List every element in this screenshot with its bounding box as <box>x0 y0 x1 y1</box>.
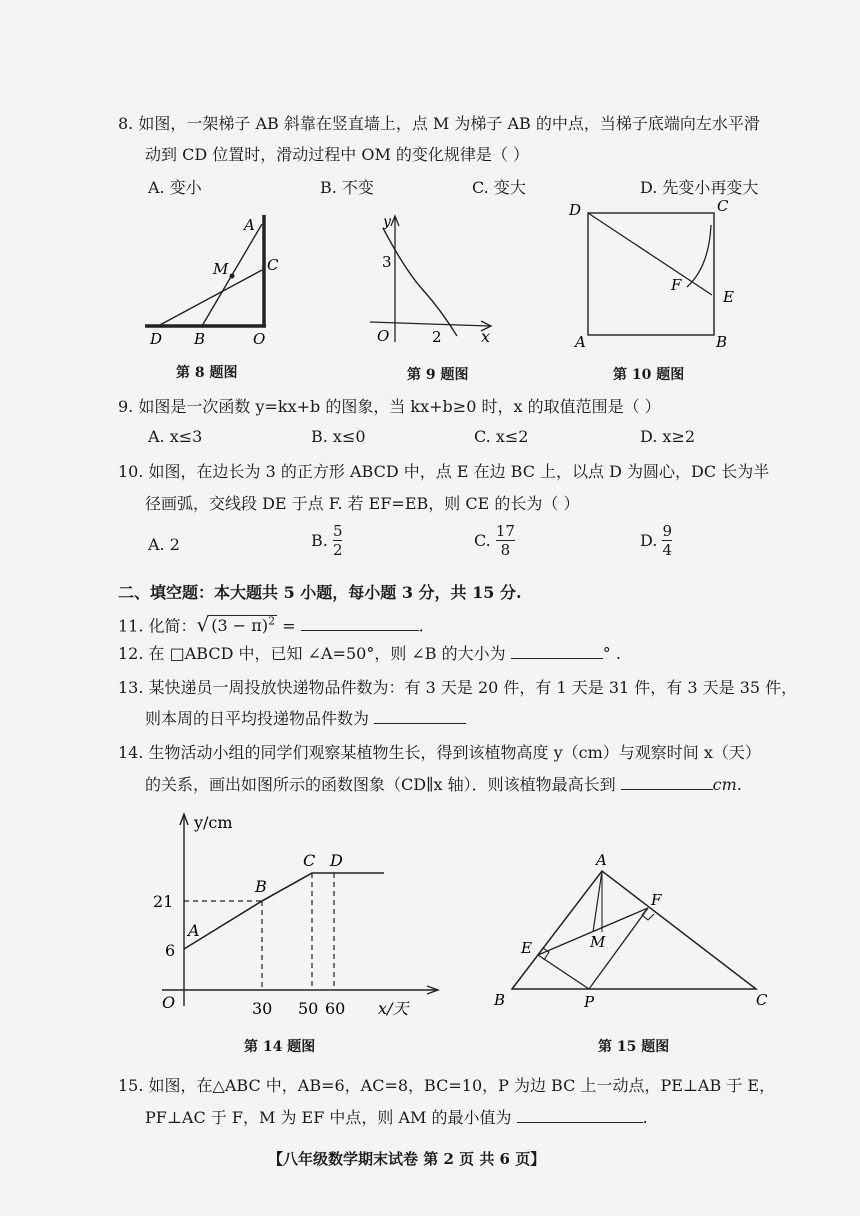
figure-10 <box>565 195 740 355</box>
fig15-label-a: A <box>596 851 607 869</box>
q9-option-d: D. x≥2 <box>640 427 696 446</box>
q8-option-d: D. 先变小再变大 <box>640 178 759 197</box>
q9-line1: 9. 如图是一次函数 y=kx+b 的图象，当 kx+b≥0 时，x 的取值范围是（ ） <box>118 397 661 416</box>
fraction-numerator: 17 <box>495 522 515 540</box>
fig15-label-m: M <box>590 933 606 951</box>
fraction-denominator: 2 <box>332 541 343 559</box>
fig14-y-tick-6: 6 <box>165 941 176 960</box>
q15-line2 <box>145 1106 648 1130</box>
q14-answer-blank[interactable] <box>621 788 713 790</box>
fig10-label-a: A <box>575 333 586 351</box>
fig15-label-f: F <box>651 891 662 909</box>
fig14-y-axis-label: y/cm <box>194 813 233 832</box>
q12 <box>118 642 621 666</box>
q8-option-b: B. 不变 <box>320 178 374 197</box>
q8-line1: 8. 如图，一架梯子 AB 斜靠在竖直墙上，点 M 为梯子 AB 的中点，当梯子底端向左水平滑 <box>118 114 760 133</box>
q14-end: cm. <box>712 775 742 794</box>
fraction-denominator: 4 <box>662 541 672 559</box>
fig10-label-c: C <box>717 197 729 215</box>
q15-answer-blank[interactable] <box>517 1121 643 1123</box>
fig8-caption: 第 8 题图 <box>176 365 238 381</box>
q8-line2: 动到 CD 位置时，滑动过程中 OM 的变化规律是（ ） <box>145 145 530 164</box>
q13-answer-blank[interactable] <box>374 722 466 724</box>
q10-option-d <box>640 522 672 559</box>
q14-line1: 14. 生物活动小组的同学们观察某植物生长，得到该植物高度 y（cm）与观察时间 x（天） <box>118 743 761 762</box>
fig10-label-b: B <box>716 333 728 351</box>
fig14-y-tick-21: 21 <box>153 892 174 911</box>
fig15-label-b: B <box>494 991 506 1009</box>
q9-option-b: B. x≤0 <box>311 427 366 446</box>
q9-option-c: C. x≤2 <box>474 427 529 446</box>
fig14-caption: 第 14 题图 <box>244 1039 316 1055</box>
q10-option-d-label: D. <box>640 531 658 550</box>
q11-suffix: = <box>277 616 296 636</box>
q13-line1: 13. 某快递员一周投放快递物品件数为：有 3 天是 20 件，有 1 天是 31 件，有 3 天是 35 件， <box>118 678 798 697</box>
figure-14 <box>140 810 450 1030</box>
q8-option-c: C. 变大 <box>472 178 526 197</box>
q9-option-a: A. x≤3 <box>148 427 203 446</box>
fig8-label-b: B <box>194 330 206 348</box>
fig10-label-f: F <box>671 276 682 294</box>
figure-9 <box>365 210 505 350</box>
fig9-label-3: 3 <box>382 253 392 271</box>
q12-text: 12. 在 □ABCD 中，已知 ∠A=50°，则 ∠B 的大小为 <box>118 644 506 663</box>
q10-line2: 径画弧，交线段 DE 于点 F. 若 EF=EB，则 CE 的长为（ ） <box>145 494 580 513</box>
fig14-x-tick-50: 50 <box>298 999 319 1018</box>
fraction-numerator: 9 <box>662 522 672 540</box>
fraction-denominator: 8 <box>500 541 511 559</box>
q14-line2 <box>145 773 742 797</box>
q15-end: . <box>642 1108 648 1127</box>
fig14-origin: O <box>162 993 176 1012</box>
fig14-x-axis-label: x/天 <box>378 999 409 1018</box>
fig15-label-p: P <box>584 993 595 1011</box>
q15-text: PF⊥AC 于 F，M 为 EF 中点，则 AM 的最小值为 <box>145 1108 512 1127</box>
fig10-caption: 第 10 题图 <box>613 367 685 383</box>
q11-expression: (3 − π) <box>211 616 269 636</box>
fig9-label-2: 2 <box>432 328 442 346</box>
fig14-point-c: C <box>303 851 316 870</box>
fig8-label-d: D <box>150 330 163 348</box>
q12-end: ° . <box>602 644 621 663</box>
fig9-label-x: x <box>481 327 491 346</box>
q15-line1: 15. 如图，在△ABC 中，AB=6，AC=8，BC=10，P 为边 BC 上一动点，PE⊥AB 于 E， <box>118 1076 776 1095</box>
q12-answer-blank[interactable] <box>511 657 603 659</box>
q10-option-a: A. 2 <box>148 535 180 554</box>
fig14-point-b: B <box>255 877 267 896</box>
fig10-label-d: D <box>569 201 582 219</box>
fig15-label-e: E <box>521 939 532 957</box>
fig8-label-a: A <box>244 216 255 234</box>
fig9-caption: 第 9 题图 <box>407 367 469 383</box>
q10-option-c-label: C. <box>474 531 491 550</box>
fig14-point-a: A <box>188 921 200 940</box>
fig10-label-e: E <box>723 288 734 306</box>
fig14-x-tick-60: 60 <box>325 999 346 1018</box>
q10-option-b-fraction <box>333 522 343 559</box>
figure-15 <box>490 845 790 1020</box>
section-2-heading: 二、填空题：本大题共 5 小题，每小题 3 分，共 15 分. <box>118 583 522 602</box>
page-footer: 【八年级数学期末试卷 第 2 页 共 6 页】 <box>268 1150 546 1168</box>
q11-radicand <box>209 615 277 635</box>
q10-line1: 10. 如图，在边长为 3 的正方形 ABCD 中，点 E 在边 BC 上，以点 D 为圆心，DC 长为半 <box>118 462 770 481</box>
fig14-point-d: D <box>330 851 343 870</box>
fig14-x-tick-30: 30 <box>252 999 273 1018</box>
fig9-label-o: O <box>377 327 390 345</box>
q10-option-b <box>311 522 342 559</box>
fig8-label-o: O <box>253 330 266 348</box>
q11-exponent: 2 <box>268 615 276 628</box>
sqrt-sign: √ <box>196 612 210 637</box>
q11-end: . <box>418 616 424 636</box>
q14-text: 的关系，画出如图所示的函数图象（CD∥x 轴）．则该植物最高长到 <box>145 775 616 794</box>
fraction-numerator: 5 <box>332 522 343 540</box>
fig15-caption: 第 15 题图 <box>598 1039 670 1055</box>
fig8-label-m: M <box>213 260 229 278</box>
fig15-label-c: C <box>756 991 768 1009</box>
q10-option-b-label: B. <box>311 531 328 550</box>
figure-8 <box>140 210 290 350</box>
q11-answer-blank[interactable] <box>301 629 419 631</box>
fig9-label-y: y <box>383 214 391 230</box>
q8-option-a: A. 变小 <box>148 178 202 197</box>
q13-text: 则本周的日平均投递物品件数为 <box>145 709 370 728</box>
q10-option-d-fraction <box>662 522 672 559</box>
q11 <box>118 610 424 638</box>
q11-prefix: 11. 化简： <box>118 616 197 636</box>
q13-line2 <box>145 707 466 731</box>
q10-option-c-fraction <box>496 522 515 559</box>
fig8-label-c: C <box>267 256 279 274</box>
q10-option-c <box>474 522 515 559</box>
